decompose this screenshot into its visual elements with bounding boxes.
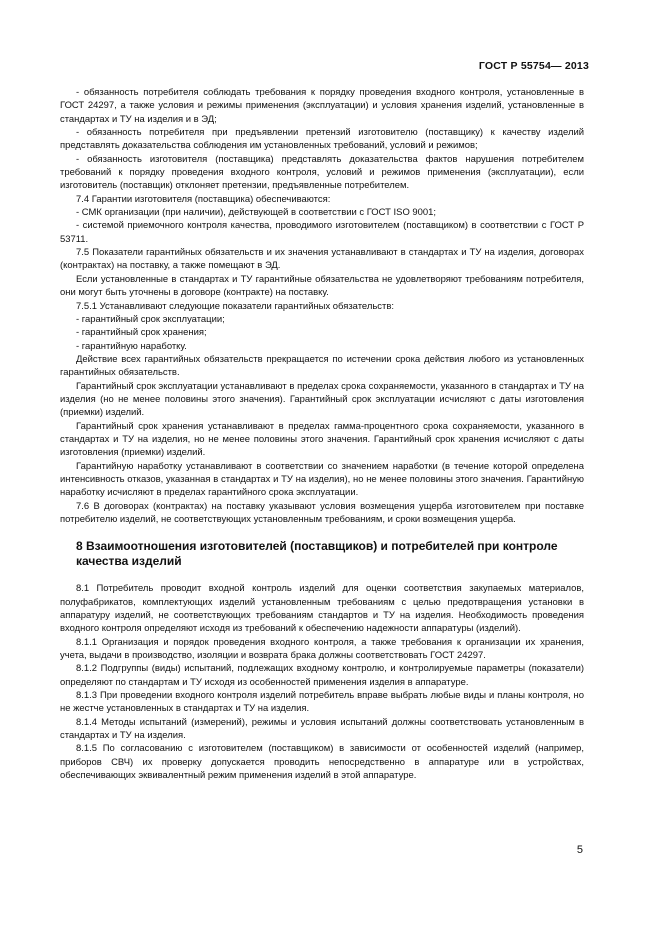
paragraph: Гарантийный срок хранения устанавливают в пределах гамма-процентного срока сохраняемости, указанного в стандартах и ТУ на изделия, но не менее половины этого значения. Гарантийный срок хранения исчисляют с даты изготовления (приемки) изделий. (60, 420, 584, 459)
paragraph: 8.1.3 При проведении входного контроля изделий потребитель вправе выбрать любые виды и планы контроля, но не жестче установленных в стандартах и ТУ на изделия. (60, 690, 584, 715)
paragraph: - СМК организации (при наличии), действующей в соответствии с ГОСТ ISO 9001; (76, 207, 437, 219)
paragraph: - гарантийную наработку. (76, 340, 187, 352)
section-8-heading: 8 Взаимоотношения изготовителей (поставщиков) и потребителей при контроле качества изделий (76, 539, 558, 569)
paragraph: - гарантийный срок эксплуатации; (76, 313, 225, 325)
spacer (60, 526, 584, 539)
standard-code: ГОСТ Р 55754— 2013 (478, 60, 589, 72)
paragraph: - обязанность потребителя соблюдать требования к порядку проведения входного контроля, установленные в ГОСТ 24297, а также условия и режимы применения (эксплуатации) и условия хранения изделий, установленные в стандартах и ТУ на изделия и в ЭД; (60, 87, 584, 125)
paragraph: 8.1.2 Подгруппы (виды) испытаний, подлежащих входному контролю, и контролируемые параметры (показатели) определяют по стандартам и ТУ исходя из особенностей применения изделия в аппаратуре. (60, 663, 584, 688)
document-body (60, 86, 584, 783)
section-7-continuation (60, 86, 584, 526)
spacer (60, 569, 584, 582)
paragraph: 8.1.4 Методы испытаний (измерений), режимы и условия испытаний должны соответствовать установленным в стандартах и ТУ на изделия. (60, 716, 584, 742)
paragraph: 7.5.1 Устанавливают следующие показатели гарантийных обязательств: (76, 300, 394, 312)
paragraph: 7.4 Гарантии изготовителя (поставщика) обеспечиваются: (76, 193, 331, 205)
paragraph: - обязанность изготовителя (поставщика) представлять доказательства фактов нарушения потребителем требований к порядку проведения входного контроля, условий и режимов применения (эксплуатации), если изготовитель (поставщик) отклоняет претензии, предъявленные потребителем. (60, 153, 584, 192)
paragraph: 8.1.1 Организация и порядок проведения входного контроля, а также требования к организации их хранения, учета, выдачи в производство, изоляции и возврата брака должны соответствовать ГОСТ 24297. (60, 636, 584, 662)
paragraph: 7.6 В договорах (контрактах) на поставку указывают условия возмещения ущерба изготовителем при поставке потребителю изделий, не соответствующих установленным требованиям, и сроки возмещения ущерба. (60, 500, 584, 525)
paragraph: - системой приемочного контроля качества, проводимого изготовителем (поставщиком) в соответствии с ГОСТ Р 53711. (60, 220, 584, 245)
page-number: 5 (576, 844, 583, 856)
paragraph: - гарантийный срок хранения; (76, 327, 207, 339)
paragraph: 8.1 Потребитель проводит входной контроль изделий для оценки соответствия закупаемых материалов, полуфабрикатов, комплектующих изделий установленным требованиям с целью предотвращения установки в аппаратуру изделий, не соответствующих требованиям стандартов и ТУ на изделия. Необходимость проведения входного контроля определяют исходя из требований к обеспечению надежности аппаратуры (изделий). (60, 583, 584, 635)
paragraph: - обязанность потребителя при предъявлении претензий изготовителю (поставщику) к качеству изделий представлять доказательства соблюдения им установленных требований, условий и режимов; (60, 127, 584, 152)
section-8-body (60, 582, 584, 782)
paragraph: 8.1.5 По согласованию с изготовителем (поставщиком) в зависимости от особенностей изделий (например, приборов СВЧ) их проверку допускается проводить непосредственно в аппаратуре или в устройствах, обеспечивающих эквивалентный режим применения изделий в этой аппаратуре. (60, 743, 584, 782)
paragraph: 7.5 Показатели гарантийных обязательств и их значения устанавливают в стандартах и ТУ на изделия, договорах (контрактах) на поставку, а также помещают в ЭД. (60, 247, 584, 272)
paragraph: Гарантийный срок эксплуатации устанавливают в пределах срока сохраняемости, указанного в стандартах и ТУ на изделия (но не менее половины этого значения). Гарантийный срок эксплуатации исчисляют с даты изготовления (приемки) изделий. (60, 380, 584, 419)
paragraph: Гарантийную наработку устанавливают в соответствии со значением наработки (в течение которой определена интенсивность отказов, указанная в стандартах и ТУ на изделия), но не менее половины этого значения. Гарантийную наработку исчисляют в пределах гарантийного срока эксплуатации. (60, 460, 584, 499)
paragraph: Если установленные в стандартах и ТУ гарантийные обязательства не удовлетворяют требованиям потребителя, они могут быть уточнены в договоре (контракте) на поставку. (60, 273, 584, 299)
paragraph: Действие всех гарантийных обязательств прекращается по истечении срока действия любого из установленных гарантийных обязательств. (60, 353, 584, 379)
